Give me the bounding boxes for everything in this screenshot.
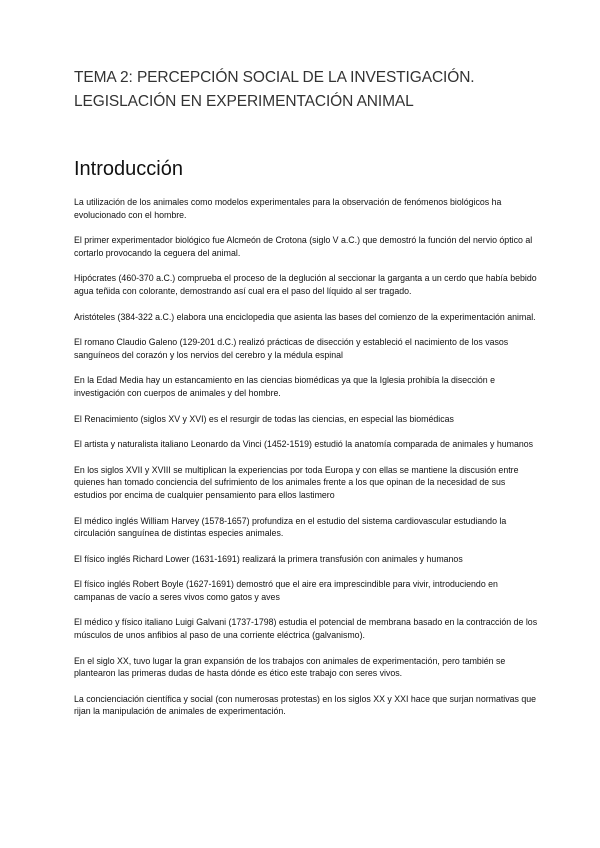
title-line-2: LEGISLACIÓN EN EXPERIMENTACIÓN ANIMAL bbox=[74, 93, 414, 110]
paragraph: El romano Claudio Galeno (129-201 d.C.) realizó prácticas de disección y estableció el nacimiento de los vasos sanguíneos del corazón y los nervios del cerebro y la médula espinal bbox=[74, 337, 509, 360]
paragraph: Hipócrates (460-370 a.C.) comprueba el proceso de la deglución al seccionar la garganta a un cerdo que había bebido agua teñida con colorante, demostrando así cual era el paso del líquido al ser tragado. bbox=[74, 273, 537, 296]
paragraph: En el siglo XX, tuvo lugar la gran expansión de los trabajos con animales de experimentación, pero también se plantearon las primeras dudas de hasta dónde es ético este trabajo con seres vivos. bbox=[74, 655, 506, 679]
body-text bbox=[74, 196, 540, 718]
paragraph: En los siglos XVII y XVIII se multiplican la experiencias por toda Europa y con ellas se mantiene la discusión entre quienes han tomado conciencia del sufrimiento de los animales frente a los que opinan de la necesidad de sus estudios por encima de cualquier pensamiento para ellos lastimero bbox=[74, 464, 519, 500]
paragraph: El primer experimentador biológico fue Alcmeón de Crotona (siglo V a.C.) que demostró la función del nervio óptico al cortarlo provocando la ceguera del animal. bbox=[74, 235, 533, 258]
paragraph: El médico inglés William Harvey (1578-1657) profundiza en el estudio del sistema cardiovascular estudiando la circulación sanguínea de distintas especies animales. bbox=[74, 515, 507, 539]
paragraph: El físico inglés Robert Boyle (1627-1691) demostró que el aire era imprescindible para vivir, introduciendo en campanas de vacío a seres vivos como gatos y aves bbox=[74, 579, 498, 602]
paragraph: En la Edad Media hay un estancamiento en las ciencias biomédicas ya que la Iglesia prohibía la disección e investigación con cuerpos de animales y del hombre. bbox=[74, 375, 496, 398]
paragraph: El artista y naturalista italiano Leonardo da Vinci (1452-1519) estudió la anatomía comparada de animales y humanos bbox=[74, 439, 534, 450]
paragraph: Aristóteles (384-322 a.C.) elabora una enciclopedia que asienta las bases del comienzo de la experimentación animal. bbox=[74, 311, 536, 322]
title-line-1: TEMA 2: PERCEPCIÓN SOCIAL DE LA INVESTIGACIÓN. bbox=[74, 69, 475, 86]
paragraph: El físico inglés Richard Lower (1631-1691) realizará la primera transfusión con animales y humanos bbox=[74, 553, 463, 564]
section-heading: Introducción bbox=[74, 158, 183, 180]
document-title bbox=[74, 66, 540, 114]
paragraph: El médico y físico italiano Luigi Galvani (1737-1798) estudia el potencial de membrana basado en la contracción de los músculos de unos anfibios al paso de una corriente eléctrica (galvanismo). bbox=[74, 617, 538, 641]
paragraph: El Renacimiento (siglos XV y XVI) es el resurgir de todas las ciencias, en especial las biomédicas bbox=[74, 413, 454, 424]
paragraph: La concienciación científica y social (con numerosas protestas) en los siglos XX y XXI hace que surjan normativas que rijan la manipulación de animales de experimentación. bbox=[74, 693, 537, 717]
paragraph: La utilización de los animales como modelos experimentales para la observación de fenómenos biológicos ha evolucionado con el hombre. bbox=[74, 197, 502, 220]
document-page bbox=[74, 66, 540, 731]
